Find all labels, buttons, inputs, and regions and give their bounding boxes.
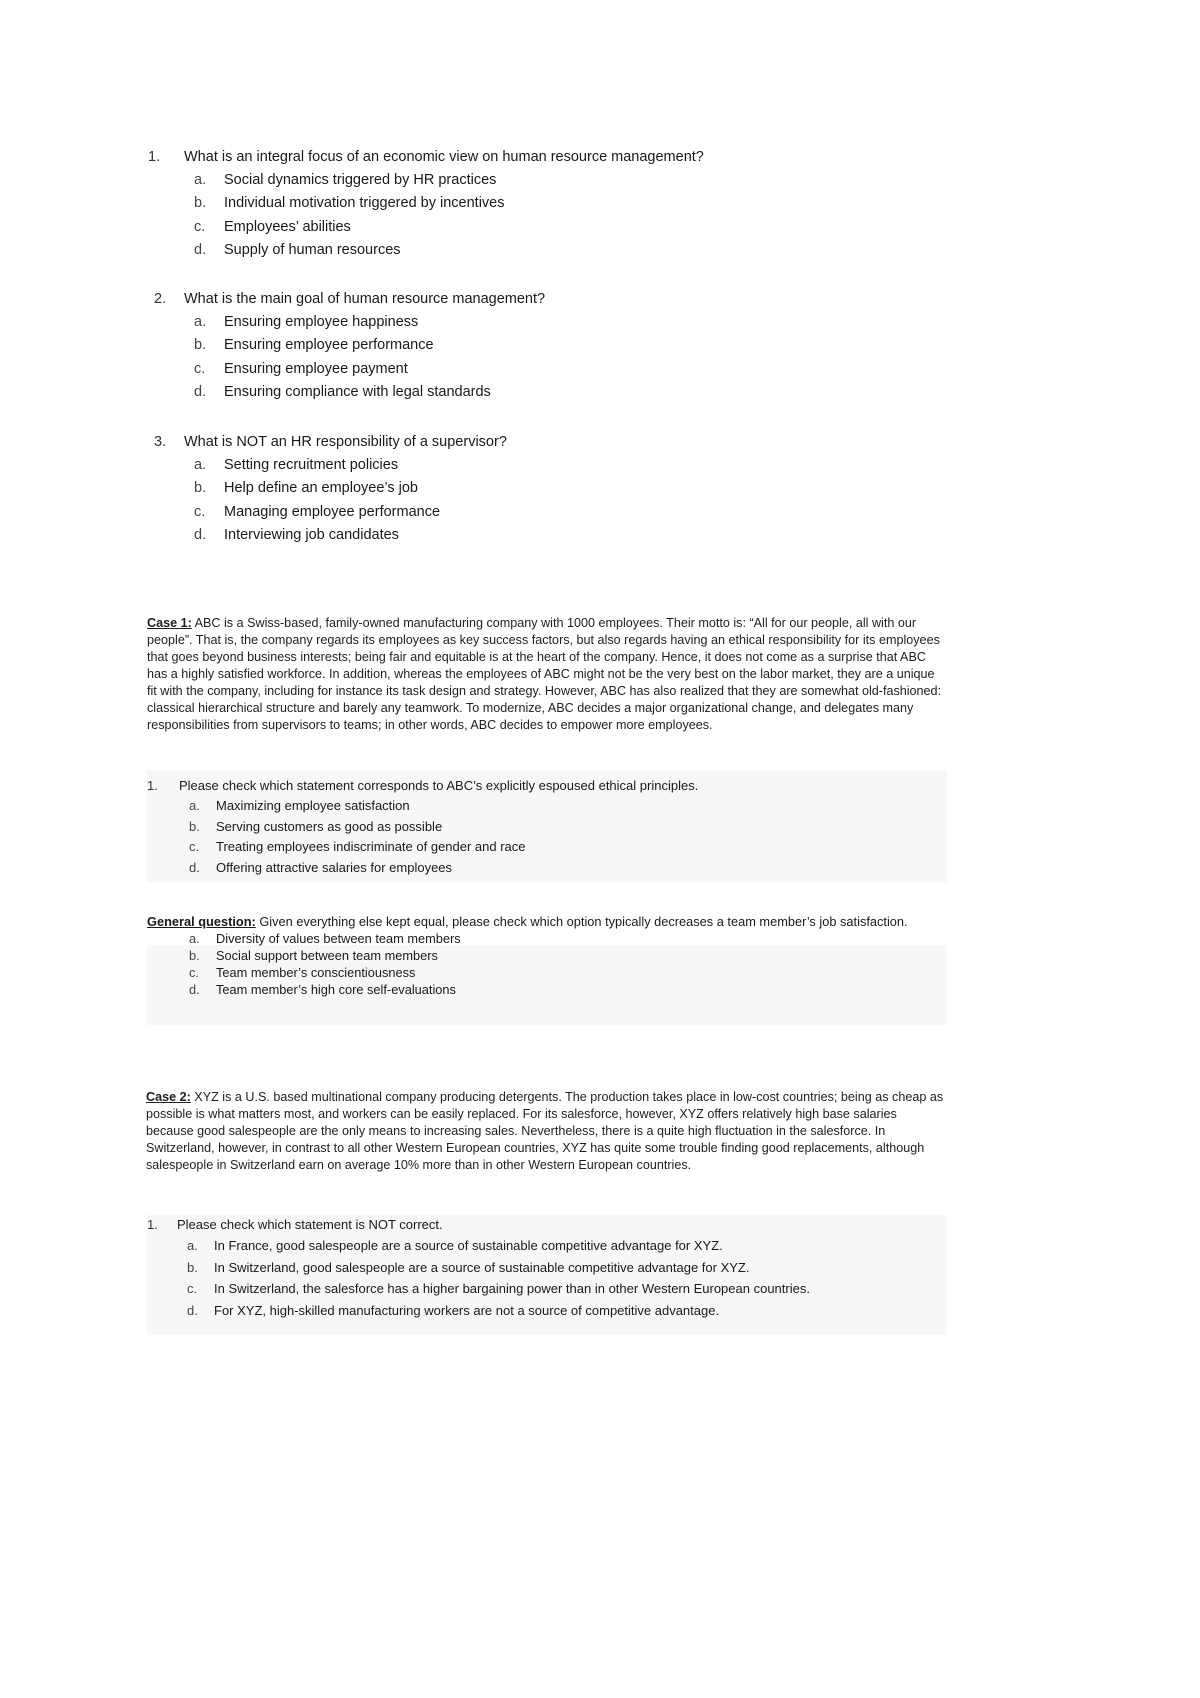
option-letter: b. [194, 480, 207, 497]
case-2-paragraph [146, 1089, 946, 1174]
case-text: XYZ is a U.S. based multinational company producing detergents. The production takes place in low-cost countries; being as cheap as possible is what matters most, and workers can be easily replaced. For its salesforce, however, XYZ offers relatively high base salaries because good salespeople are the only means to increasing sales. Nevertheless, there is a quite high fluctuation in the salesforce. In Switzerland, however, in contrast to all other Western European countries, XYZ has quite some trouble finding good replacements, although salespeople in Switzerland earn on average 10% more than in other Western European countries. [146, 1090, 944, 1172]
option-letter: c. [189, 839, 200, 855]
option-letter: d. [189, 859, 200, 875]
question-line [154, 287, 545, 310]
question-number: 3. [154, 433, 167, 450]
answer-option [154, 310, 545, 334]
option-text: Team member’s conscientiousness [216, 965, 416, 980]
option-text: Managing employee performance [224, 503, 441, 520]
answer-option [154, 357, 545, 381]
answer-option [154, 334, 545, 358]
option-letter: d. [187, 1302, 198, 1318]
option-letter: b. [189, 818, 200, 834]
option-text: Interviewing job candidates [224, 527, 399, 544]
option-text: Social support between team members [216, 948, 438, 963]
option-text: In France, good salespeople are a source of sustainable competitive advantage for XYZ. [214, 1238, 723, 1254]
question-text: What is an integral focus of an economic view on human resource management? [184, 148, 704, 165]
option-text: Supply of human resources [224, 242, 401, 259]
answer-option [147, 947, 947, 964]
question-text: Please check which statement is NOT correct. [177, 1217, 443, 1232]
question-3 [154, 430, 507, 547]
answer-option [147, 1300, 810, 1322]
option-letter: b. [194, 195, 207, 212]
option-text: Treating employees indiscriminate of gender and race [216, 839, 526, 855]
option-text: Employees’ abilities [224, 218, 351, 235]
option-letter: a. [189, 797, 200, 813]
answer-option [147, 816, 698, 837]
option-text: Setting recruitment policies [224, 456, 399, 473]
option-letter: b. [194, 337, 207, 354]
option-letter: b. [189, 948, 200, 963]
general-question-stem [147, 913, 947, 930]
option-text: Individual motivation triggered by incentives [224, 195, 505, 212]
answer-option [147, 836, 698, 857]
question-text: Please check which statement corresponds to ABC’s explicitly espoused ethical principles. [179, 777, 699, 793]
option-letter: d. [194, 527, 207, 544]
question-text: What is NOT an HR responsibility of a supervisor? [184, 433, 507, 450]
answer-option [147, 1257, 810, 1279]
option-text: Social dynamics triggered by HR practices [224, 171, 497, 188]
question-line [154, 430, 507, 453]
answer-option [147, 964, 947, 981]
answer-option [154, 381, 545, 405]
option-text: Offering attractive salaries for employees [216, 859, 453, 875]
option-letter: a. [194, 456, 207, 473]
option-letter: c. [194, 503, 206, 520]
answer-option [147, 795, 698, 816]
question-line [147, 775, 698, 795]
option-text: Maximizing employee satisfaction [216, 797, 410, 813]
question-line [147, 1214, 810, 1235]
answer-option [147, 930, 947, 947]
option-text: Ensuring compliance with legal standards [224, 384, 491, 401]
option-text: Help define an employee’s job [224, 480, 419, 497]
case-2-question [147, 1214, 810, 1321]
question-1 [148, 145, 704, 262]
answer-option [148, 168, 704, 192]
answer-option [147, 981, 947, 998]
question-text: What is the main goal of human resource management? [184, 290, 546, 307]
option-text: Serving customers as good as possible [216, 818, 443, 834]
option-letter: c. [194, 218, 206, 235]
question-number: 1. [147, 777, 158, 793]
answer-option [154, 453, 507, 477]
option-letter: a. [187, 1238, 198, 1254]
option-letter: c. [187, 1281, 198, 1297]
option-letter: a. [194, 313, 207, 330]
answer-option [154, 500, 507, 524]
answer-option [147, 857, 698, 878]
general-question [147, 913, 947, 998]
answer-option [147, 1235, 810, 1257]
case-1-question [147, 775, 698, 878]
option-text: Ensuring employee performance [224, 337, 434, 354]
option-text: In Switzerland, good salespeople are a source of sustainable competitive advantage for XYZ. [214, 1259, 750, 1275]
question-line [148, 145, 704, 168]
question-number: 1. [148, 148, 161, 165]
case-text: ABC is a Swiss-based, family-owned manufacturing company with 1000 employees. Their motto is: “All for our people, all with our people”. That is, the company regards its employees as key success factors, but also regards having an ethical responsibility for its employees that goes beyond business interests; being fair and equitable is at the heart of the company. Hence, it does not come as a surprise that ABC has a highly satisfied workforce. In addition, whereas the employees of ABC might not be the very best on the labor market, they are a unique fit with the company, including for instance its task design and strategy. However, ABC has also realized that they are somewhat old-fashioned: classical hierarchical structure and barely any teamwork. To modernize, ABC decides a major organizational change, and delegates many responsibilities from supervisors to teams; in other words, ABC decides to empower more employees. [147, 616, 942, 732]
answer-option [154, 524, 507, 548]
option-letter: d. [194, 384, 207, 401]
option-letter: c. [194, 360, 206, 377]
answer-option [154, 477, 507, 501]
option-text: In Switzerland, the salesforce has a higher bargaining power than in other Western European countries. [214, 1281, 810, 1297]
option-letter: a. [194, 171, 207, 188]
answer-option [148, 215, 704, 239]
case-1-paragraph [147, 615, 947, 734]
answer-option [148, 192, 704, 216]
option-text: Diversity of values between team members [216, 931, 461, 946]
option-text: Team member’s high core self-evaluations [216, 982, 456, 997]
question-2 [154, 287, 545, 404]
case-label: Case 1: [147, 616, 192, 630]
general-question-text: Given everything else kept equal, please check which option typically decreases a team member’s job satisfaction. [255, 914, 908, 929]
option-letter: b. [187, 1259, 198, 1275]
option-text: For XYZ, high-skilled manufacturing workers are not a source of competitive advantage. [214, 1302, 720, 1318]
question-number: 2. [154, 290, 167, 307]
option-letter: d. [189, 982, 200, 997]
question-number: 1. [147, 1217, 158, 1232]
case-label: Case 2: [146, 1090, 191, 1104]
option-letter: a. [189, 931, 200, 946]
answer-option [147, 1278, 810, 1300]
answer-option [148, 239, 704, 263]
general-question-label: General question: [147, 914, 256, 929]
option-text: Ensuring employee payment [224, 360, 408, 377]
option-letter: c. [189, 965, 199, 980]
option-text: Ensuring employee happiness [224, 313, 419, 330]
option-letter: d. [194, 242, 207, 259]
